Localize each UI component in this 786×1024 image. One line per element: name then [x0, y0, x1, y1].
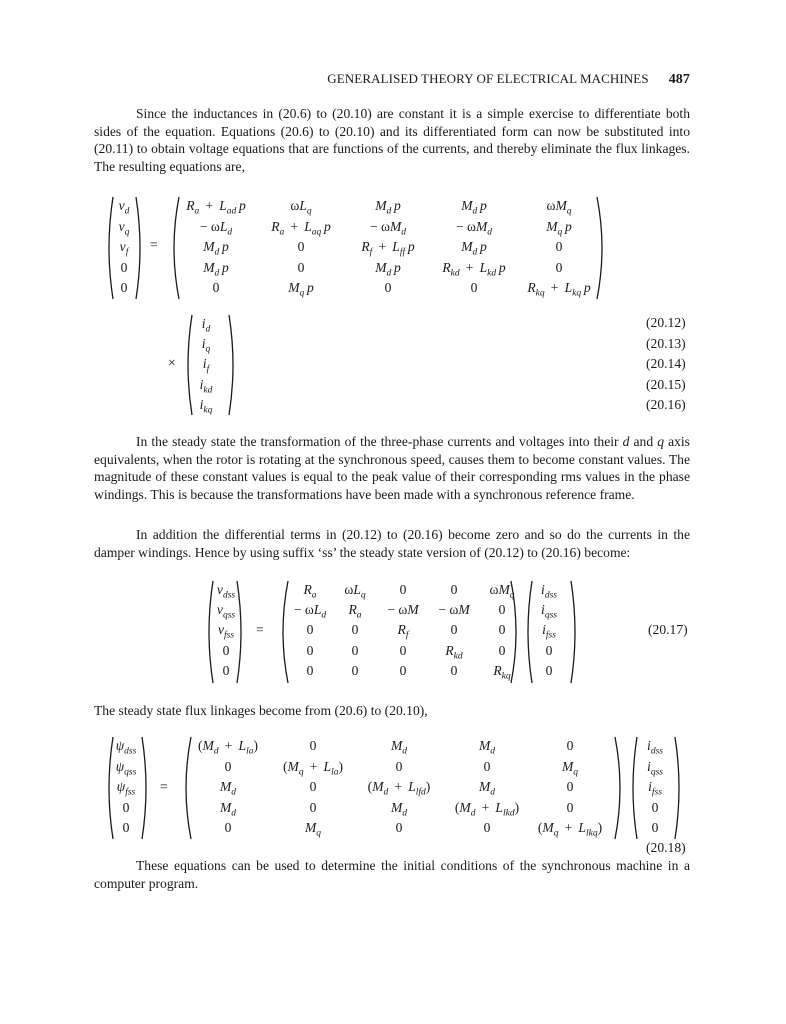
vector-entry: 0 [120, 280, 128, 295]
left-paren [277, 580, 289, 684]
matrix-cell: $R_{kd} + L_{kd}$ p [442, 259, 506, 279]
vector-entry: 0 [545, 662, 553, 678]
paragraph-initial-conditions: These equations can be used to determine the initial conditions of the synchronous machine in a computer program. [94, 858, 690, 891]
right-paren [614, 736, 626, 840]
equation-number: (20.14) [646, 356, 686, 371]
matrix-cell: $R_a$ [348, 602, 362, 621]
vector-entry: $v_q$ [118, 218, 130, 238]
vector-entry: $i_q$ [201, 336, 211, 355]
matrix-cell: 0 [351, 642, 359, 658]
left-paren [168, 196, 180, 300]
matrix-cell: 0 [399, 662, 407, 678]
vector-entry: $i_{dss}$ [541, 582, 557, 601]
matrix-cell: $(M_d + L_{lfd})$ [367, 779, 431, 798]
vector-entry: 0 [122, 820, 130, 835]
vector-entry: $v_d$ [118, 198, 130, 217]
header-title: GENERALISED THEORY OF ELECTRICAL MACHINES [327, 71, 649, 86]
matrix-cell: 0 [483, 758, 491, 774]
matrix-cell: $M_d$ p [203, 239, 229, 258]
equation-number: (20.15) [646, 376, 686, 392]
matrix-cell: 0 [470, 280, 478, 295]
vector-entry: $i_{qss}$ [541, 602, 557, 621]
matrix-cell: 0 [450, 662, 458, 678]
matrix-cell: 0 [351, 622, 359, 638]
matrix-cell: $M_d$ [219, 779, 237, 798]
right-paren [141, 736, 151, 840]
vector-entry: $\psi_{qss}$ [115, 758, 137, 778]
matrix-cell: $M_d$ p [461, 198, 487, 217]
matrix-cell: $M_d$ [478, 738, 496, 757]
left-paren [183, 314, 193, 416]
matrix-cell: $R_f$ [397, 622, 409, 642]
left-paren [180, 736, 192, 840]
matrix-cell: 0 [306, 662, 314, 678]
matrix-cell: 0 [212, 280, 220, 295]
matrix-cell: 0 [306, 622, 314, 638]
vector-entry: 0 [122, 799, 130, 815]
matrix-cell: $M_d$ [390, 738, 408, 757]
matrix-cell: 0 [351, 662, 359, 678]
vector-entry: $v_{dss}$ [216, 582, 236, 601]
matrix-cell: $\omega L_q$ [344, 582, 366, 601]
matrix-cell: 0 [384, 280, 392, 295]
matrix-cell: $R_{kq} + L_{kq}$ p [527, 280, 591, 299]
matrix-cell: 0 [566, 779, 574, 794]
matrix-cell: − ωM [438, 602, 470, 618]
paragraph-intro: Since the inductances in (20.6) to (20.10) are constant it is a simple exercise to differentiate both sides of the equation. Equations (20.6) to (20.10) and its differentiated form can now be substituted into (20.11) to obtain voltage equations that are functions of the currents, and thereby eliminate the flux linkages. The resulting equations are, [94, 106, 690, 174]
times-sign: × [168, 355, 176, 370]
vector-entry: $i_{dss}$ [647, 738, 663, 757]
right-paren [135, 196, 145, 300]
vector-entry: $i_{kd}$ [199, 376, 213, 396]
vector-entry: $i_{fss}$ [542, 622, 556, 642]
matrix-cell: $R_a$ [303, 582, 317, 601]
matrix-cell: $(M_q + L_{la})$ [282, 758, 344, 778]
equation-number: (20.16) [646, 397, 686, 412]
page-number: 487 [668, 72, 690, 87]
equation-number: (20.12) [646, 315, 686, 330]
matrix-cell: 0 [450, 622, 458, 638]
equals-sign: = [256, 622, 264, 637]
paragraph-steady-state: In the steady state the transformation of the three-phase currents and voltages into their d and q axis equivalents, when the rotor is rotating at the synchronous speed, causes them to become constant values. The magnitude of these constant values is equal to the peak value of their corresponding rms values in the phase windings. This is because the transformations have been made with a synchronous reference frame. [94, 434, 690, 502]
matrix-cell: $M_d$ p [203, 259, 229, 279]
paragraph-flux: The steady state flux linkages become from (20.6) to (20.10), [94, 703, 428, 718]
left-paren [104, 736, 114, 840]
vector-entry: $i_d$ [201, 316, 211, 335]
matrix-cell: 0 [395, 758, 403, 774]
matrix-cell: − $\omega M_d$ [369, 218, 407, 238]
matrix-cell: $M_d$ p [461, 239, 487, 258]
matrix-cell: 0 [450, 582, 458, 597]
matrix-cell: 0 [555, 259, 563, 275]
vector-entry: $i_{fss}$ [648, 779, 662, 798]
matrix-cell: 0 [498, 622, 506, 638]
vector-entry: $\psi_{dss}$ [115, 738, 137, 757]
matrix-cell: − ωM [387, 602, 419, 618]
matrix-cell: 0 [498, 602, 506, 618]
matrix-cell: − $\omega L_d$ [293, 602, 327, 621]
left-paren [204, 580, 214, 684]
left-paren [104, 196, 114, 300]
vector-entry: $v_{fss}$ [217, 622, 235, 642]
vector-entry: $i_{qss}$ [647, 758, 663, 778]
matrix-cell: 0 [399, 582, 407, 597]
matrix-cell: 0 [224, 820, 232, 835]
matrix-cell: 0 [297, 259, 305, 275]
matrix-cell: 0 [395, 820, 403, 835]
matrix-cell: $(M_d + L_{lkd})$ [454, 799, 520, 819]
matrix-cell: $(M_d + L_{la})$ [197, 738, 259, 757]
matrix-cell: 0 [498, 642, 506, 658]
matrix-cell: 0 [224, 758, 232, 774]
vector-entry: $i_f$ [202, 356, 210, 376]
matrix-cell: $R_f + L_{ff}$ p [361, 239, 415, 258]
paragraph-damper: In addition the differential terms in (20.12) to (20.16) become zero and so do the currents in the damper windings. Hence by using suffix ‘ss’ the steady state version of (20.12) to (20.16) become: [94, 527, 690, 560]
matrix-cell: $M_q$ [304, 820, 322, 839]
matrix-cell: 0 [309, 779, 317, 794]
matrix-cell: − $\omega M_d$ [455, 218, 493, 238]
matrix-cell: $M_d$ p [375, 198, 401, 217]
right-paren [228, 314, 238, 416]
matrix-cell: $M_q$ [561, 758, 579, 778]
matrix-cell: 0 [297, 239, 305, 254]
matrix-cell: $M_q$ p [288, 280, 314, 299]
left-paren [523, 580, 533, 684]
matrix-cell: $M_q$ p [546, 218, 572, 238]
vector-entry: 0 [651, 820, 659, 835]
matrix-cell: 0 [566, 738, 574, 753]
vector-entry: 0 [120, 259, 128, 275]
matrix-cell: 0 [306, 642, 314, 658]
left-paren [628, 736, 638, 840]
vector-entry: $v_f$ [119, 239, 129, 258]
matrix-cell: $M_d$ p [375, 259, 401, 279]
equation-number: (20.18) [646, 840, 686, 855]
matrix-cell: $R_{kq}$ [493, 662, 511, 682]
vector-entry: $\psi_{fss}$ [116, 779, 136, 798]
vector-entry: $i_{kq}$ [199, 396, 213, 416]
matrix-cell: $\omega L_q$ [290, 198, 312, 217]
matrix-cell: $(M_q + L_{lkq})$ [537, 820, 603, 839]
matrix-cell: 0 [309, 738, 317, 753]
right-paren [596, 196, 608, 300]
matrix-cell: $M_d$ [219, 799, 237, 819]
right-paren [674, 736, 684, 840]
matrix-cell: $\omega M_q$ [489, 582, 515, 601]
matrix-cell: 0 [566, 799, 574, 815]
matrix-cell: $R_a + L_{ad}$ p [186, 198, 246, 217]
matrix-cell: 0 [483, 820, 491, 835]
matrix-cell: 0 [555, 239, 563, 254]
equation-number: (20.13) [646, 335, 686, 351]
running-header [240, 71, 690, 88]
matrix-cell: $\omega M_q$ [546, 198, 572, 217]
equals-sign: = [160, 779, 168, 794]
matrix-cell: $R_{kd}$ [445, 642, 463, 662]
equation-number: (20.17) [648, 622, 688, 637]
vector-entry: $v_{qss}$ [216, 602, 236, 621]
matrix-cell: − $\omega L_d$ [199, 218, 233, 238]
matrix-cell: 0 [399, 642, 407, 658]
matrix-cell: $R_a + L_{aq}$ p [271, 218, 331, 238]
vector-entry: 0 [545, 642, 553, 658]
vector-entry: 0 [222, 662, 230, 678]
matrix-cell: $M_d$ [478, 779, 496, 798]
right-paren [236, 580, 246, 684]
equals-sign: = [150, 237, 158, 252]
matrix-cell: $M_d$ [390, 799, 408, 819]
vector-entry: 0 [651, 799, 659, 815]
right-paren [570, 580, 580, 684]
matrix-cell: 0 [309, 799, 317, 815]
vector-entry: 0 [222, 642, 230, 658]
